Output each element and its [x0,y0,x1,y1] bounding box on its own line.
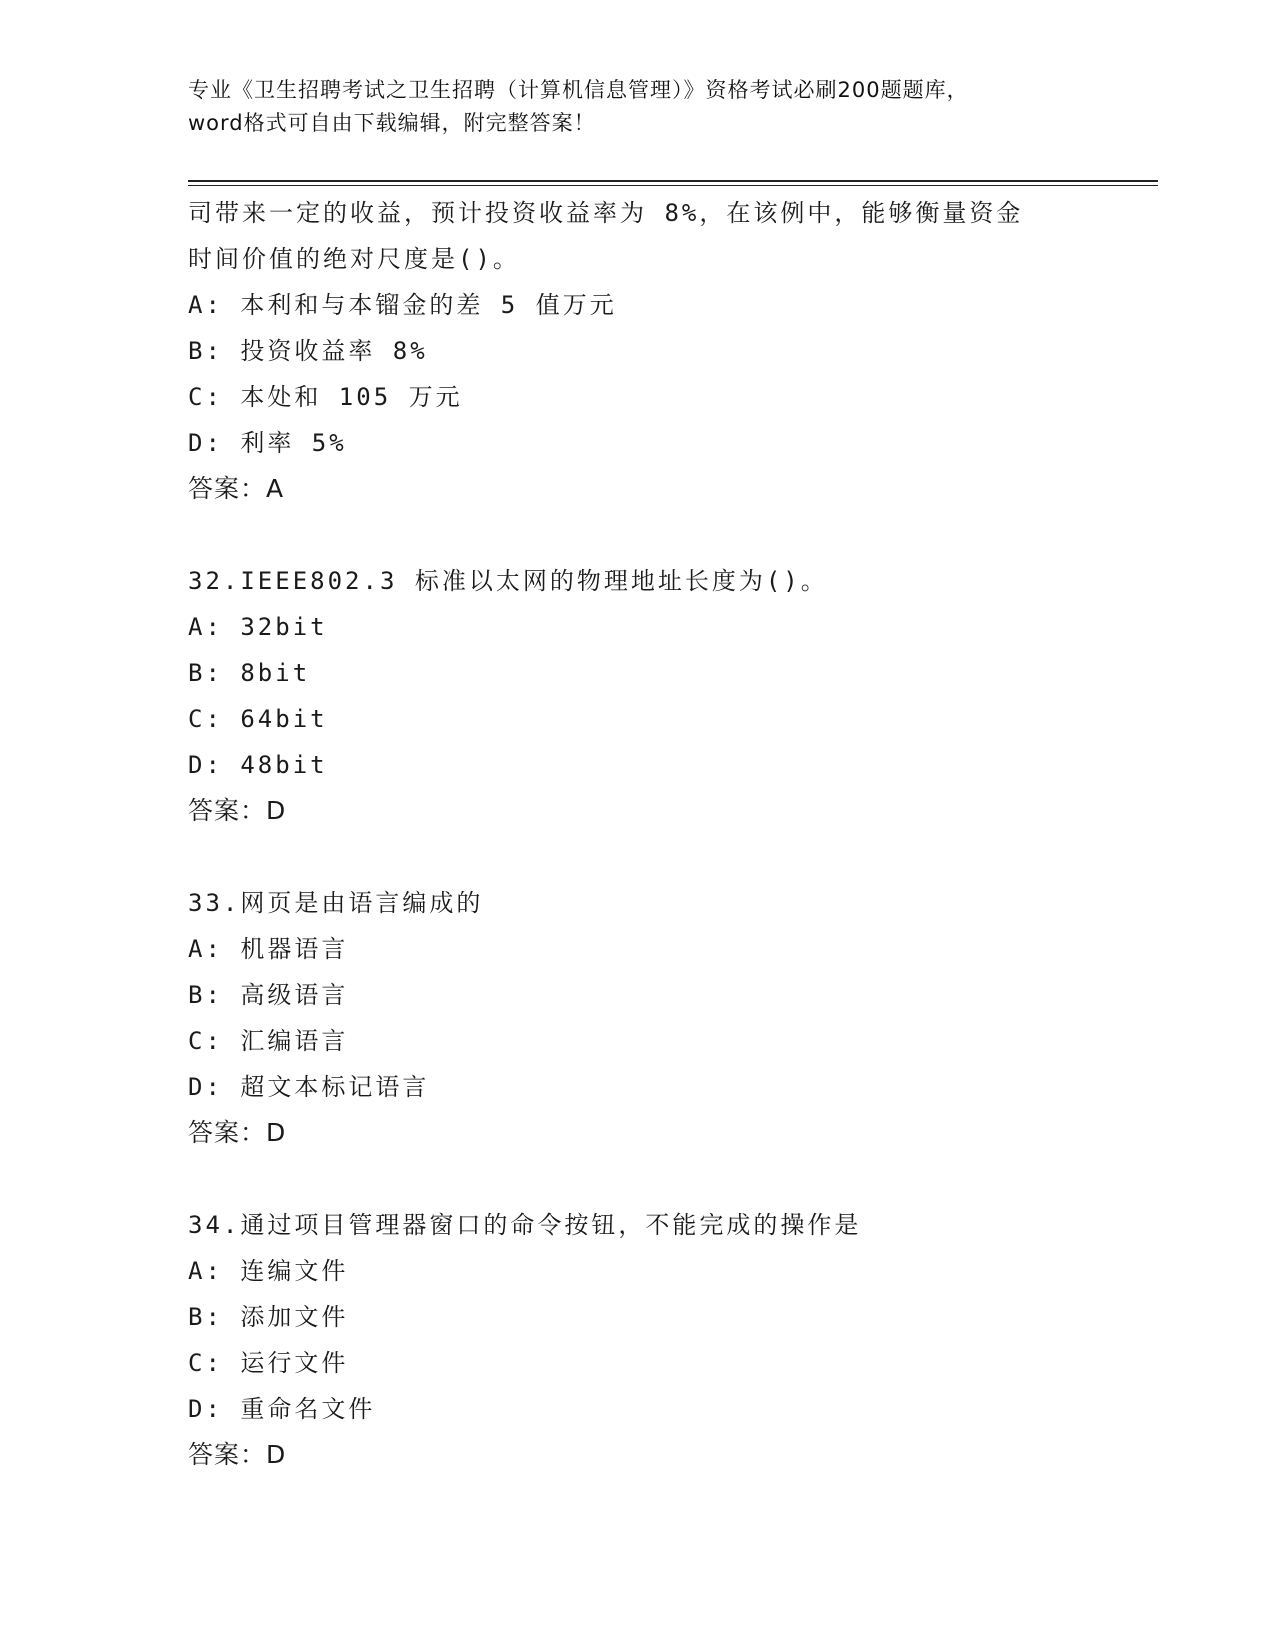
option-c: C: 本处和 105 万元 [188,383,463,411]
question-34 [188,1202,1148,1478]
question-stem: 33.网页是由语言编成的 [188,889,484,917]
option-a: A: 连编文件 [188,1257,349,1285]
option-c: C: 运行文件 [188,1349,349,1377]
spacer [188,1156,1148,1202]
question-list [188,190,1148,1478]
question-stem: 34.通过项目管理器窗口的命令按钮，不能完成的操作是 [188,1211,862,1239]
header-divider-top [188,180,1158,182]
answer-label: 答案：D [188,796,287,825]
option-d: D: 重命名文件 [188,1395,376,1423]
header-divider-bottom [188,185,1158,186]
answer-label: 答案：D [188,1118,287,1147]
question-31 [188,190,1148,512]
question-stem: 32.IEEE802.3 标准以太网的物理地址长度为()。 [188,567,828,595]
option-c: C: 64bit [188,705,328,733]
question-stem-continued: 时间价值的绝对尺度是()。 [188,245,520,273]
answer-label: 答案：A [188,474,285,503]
option-c: C: 汇编语言 [188,1027,349,1055]
question-33 [188,880,1148,1156]
header-line-1: 专业《卫生招聘考试之卫生招聘（计算机信息管理）》资格考试必刷200题题库， [188,78,969,102]
option-b: B: 高级语言 [188,981,349,1009]
option-d: D: 利率 5% [188,429,347,457]
option-d: D: 48bit [188,751,328,779]
header-line-2: word格式可自由下载编辑，附完整答案！ [188,111,596,135]
spacer [188,834,1148,880]
question-stem-continued: 司带来一定的收益，预计投资收益率为 8%，在该例中，能够衡量资金 [188,199,1024,227]
option-a: A: 32bit [188,613,328,641]
answer-label: 答案：D [188,1440,287,1469]
option-d: D: 超文本标记语言 [188,1073,430,1101]
option-a: A: 机器语言 [188,935,349,963]
question-32 [188,558,1148,834]
option-b: B: 添加文件 [188,1303,349,1331]
option-a: A: 本利和与本镏金的差 5 值万元 [188,291,617,319]
option-b: B: 投资收益率 8% [188,337,428,365]
document-header [188,74,1088,140]
spacer [188,512,1148,558]
option-b: B: 8bit [188,659,311,687]
